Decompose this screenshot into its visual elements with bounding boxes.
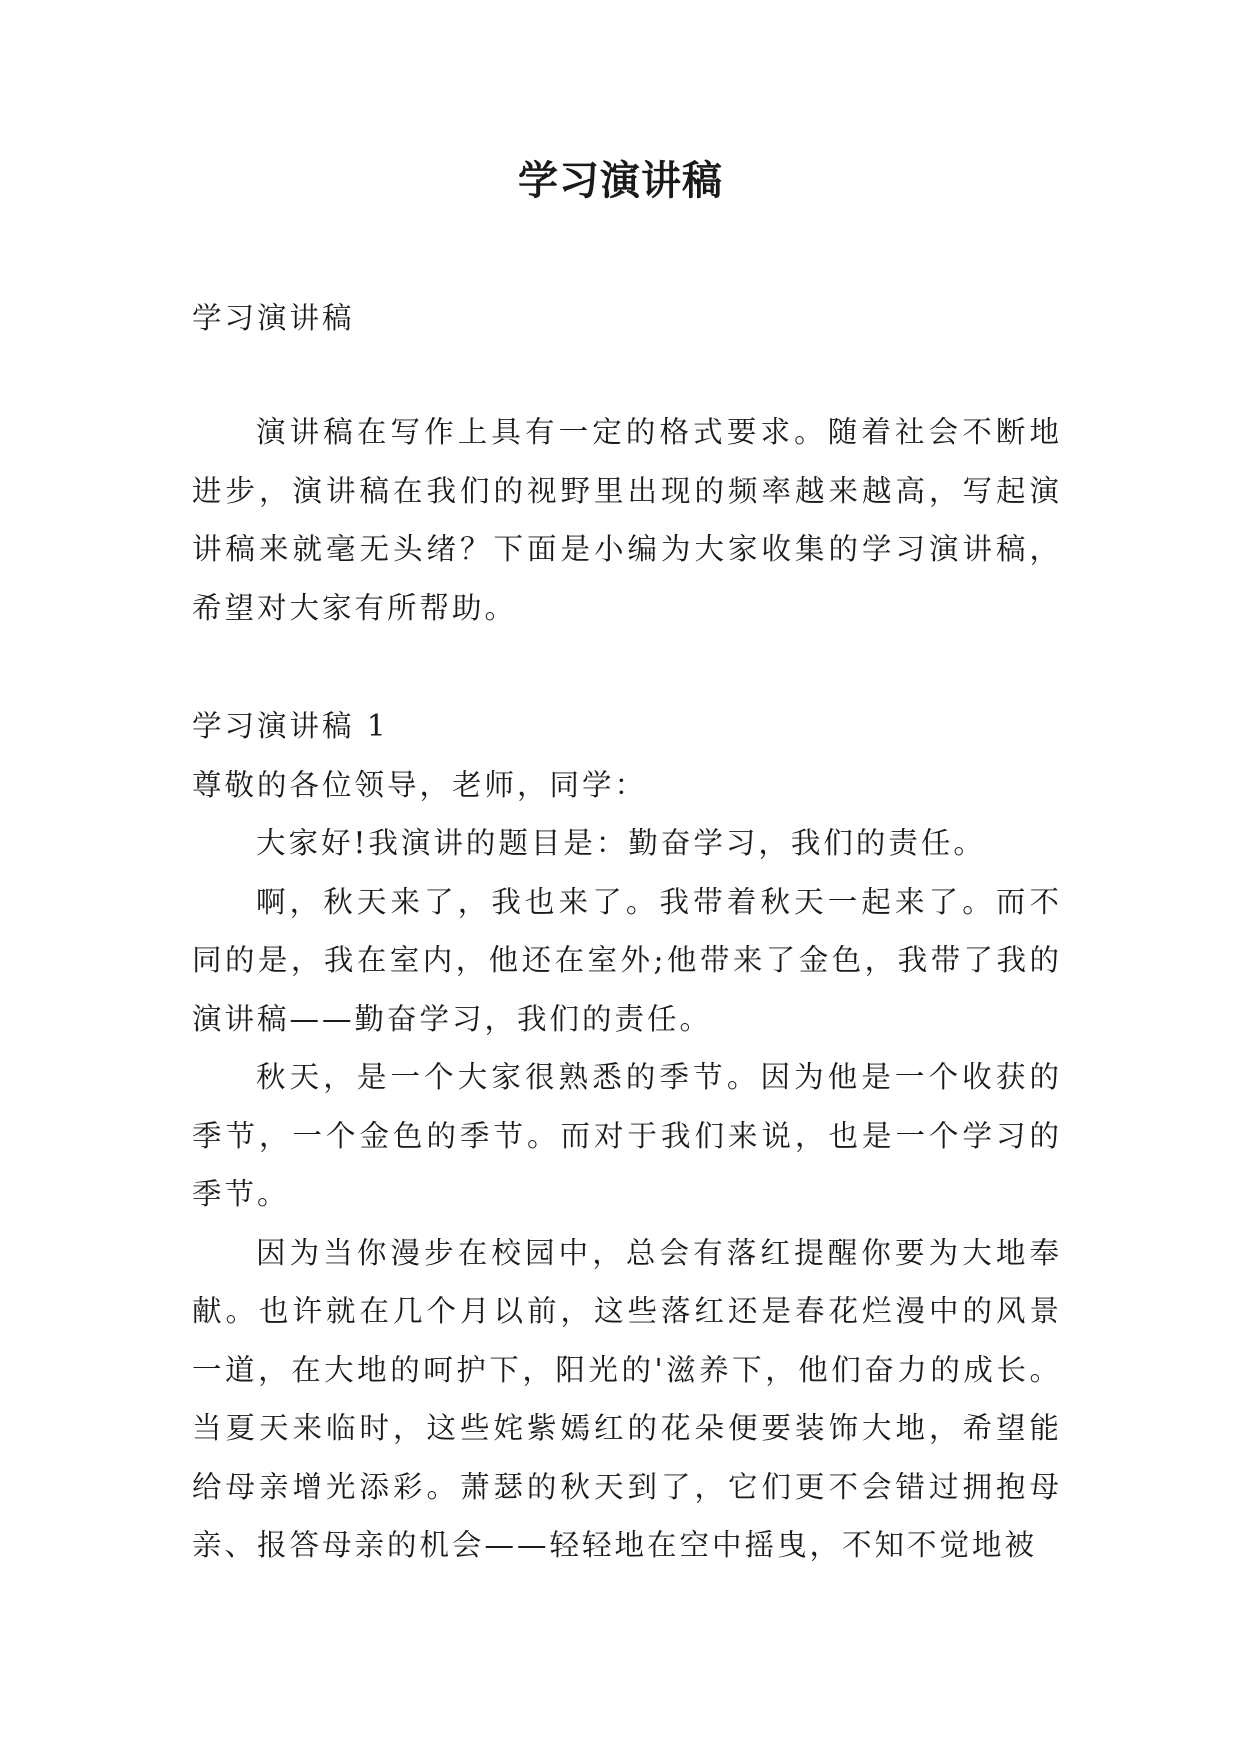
body-paragraph: 因为当你漫步在校园中，总会有落红提醒你要为大地奉献。也许就在几个月以前，这些落红还是春花烂漫中的风景一道，在大地的呵护下，阳光的'滋养下，他们奋力的成长。当夏天来临时，这些姹紫嫣红的花朵便要装饰大地，希望能给母亲增光添彩。萧瑟的秋天到了，它们更不会错过拥抱母亲、报答母亲的机会——轻轻地在空中摇曳，不知不觉地被 (192, 1235, 1062, 1562)
document-title: 学习演讲稿 (518, 158, 723, 204)
body-paragraph: 秋天，是一个大家很熟悉的季节。因为他是一个收获的季节，一个金色的季节。而对于我们来说，也是一个学习的季节。 (192, 1060, 1062, 1211)
intro-block (192, 403, 1062, 637)
section-heading: 学习演讲稿 1 (192, 709, 389, 743)
subtitle-block (192, 289, 1062, 348)
salutation: 尊敬的各位领导，老师，同学： (192, 767, 648, 802)
section-block (192, 697, 1062, 1575)
body-paragraph: 啊，秋天来了，我也来了。我带着秋天一起来了。而不同的是，我在室内，他还在室外;他带来了金色，我带了我的演讲稿——勤奋学习，我们的责任。 (192, 884, 1062, 1036)
document-subtitle: 学习演讲稿 (192, 301, 355, 335)
intro-paragraph: 演讲稿在写作上具有一定的格式要求。随着社会不断地进步，演讲稿在我们的视野里出现的频率越来越高，写起演讲稿来就毫无头绪？下面是小编为大家收集的学习演讲稿，希望对大家有所帮助。 (192, 415, 1062, 625)
body-paragraph: 大家好!我演讲的题目是：勤奋学习，我们的责任。 (256, 826, 986, 860)
